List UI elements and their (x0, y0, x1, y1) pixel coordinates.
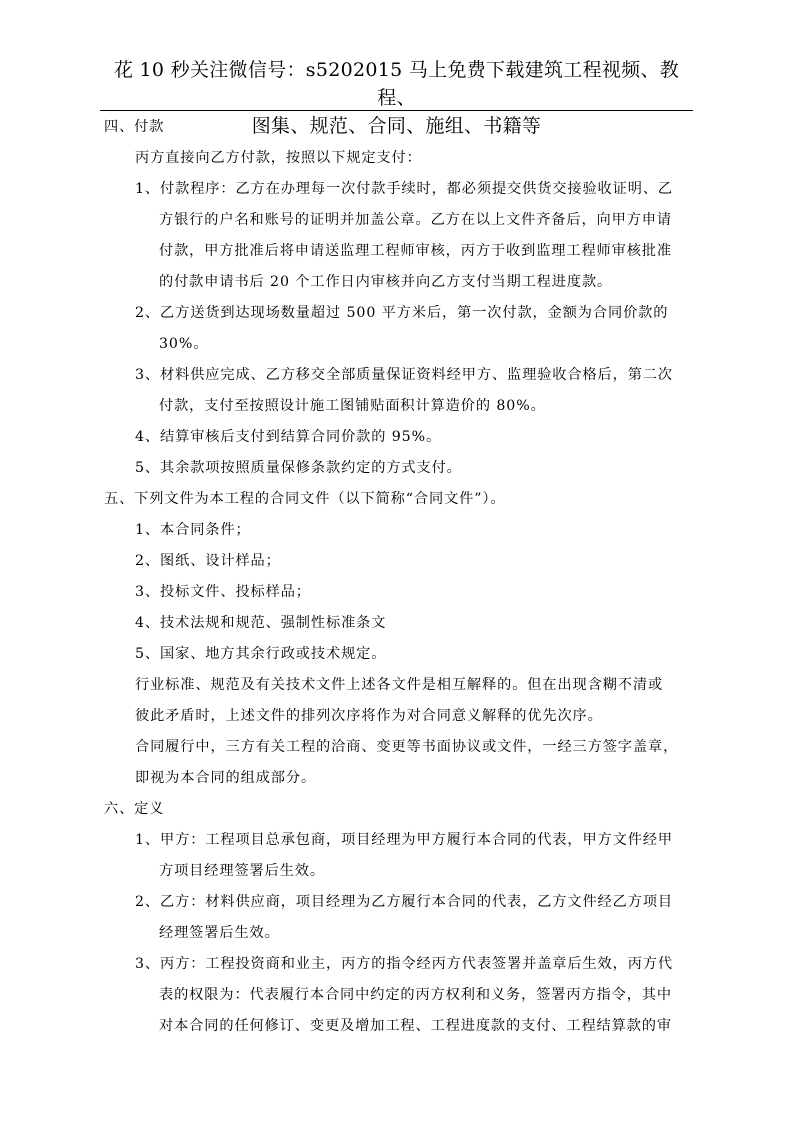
header-line-2: 图集、规范、合同、施组、书籍等 (251, 115, 542, 137)
header-divider (100, 110, 693, 111)
text-line: 合同履行中，三方有关工程的洽商、变更等书面协议或文件，一经三方签字盖章， (135, 739, 679, 755)
section-heading: 六、定义 (104, 801, 165, 817)
text-line: 1、甲方：工程项目总承包商，项目经理为甲方履行本合同的代表，甲方文件经甲 (135, 832, 673, 848)
text-line: 2、图纸、设计样品； (135, 553, 281, 569)
text-line: 1、本合同条件； (135, 522, 251, 538)
text-line: 5、国家、地方其余行政或技术规定。 (135, 646, 387, 662)
text-line: 方项目经理签署后生效。 (159, 863, 325, 879)
text-line: 3、投标文件、投标样品； (135, 584, 311, 600)
text-line: 表的权限为：代表履行本合同中约定的丙方权利和义务，签署丙方指令，其中 (159, 987, 672, 1003)
text-line: 行业标准、规范及有关技术文件上述各文件是相互解释的。但在出现含糊不清或 (135, 677, 664, 693)
text-line: 3、材料供应完成、乙方移交全部质量保证资料经甲方、监理验收合格后，第二次 (135, 367, 673, 383)
text-line: 2、乙方：材料供应商，项目经理为乙方履行本合同的代表，乙方文件经乙方项目 (135, 894, 673, 910)
text-line: 方银行的户名和账号的证明并加盖公章。乙方在以上文件齐备后，向甲方申请 (159, 212, 672, 228)
text-line: 丙方直接向乙方付款，按照以下规定支付： (135, 150, 422, 166)
text-line: 彼此矛盾时，上述文件的排列次序将作为对合同意义解释的优先次序。 (135, 708, 603, 724)
text-line: 30%。 (159, 336, 209, 352)
header-line-1: 花 10 秒关注微信号：s5202015 马上免费下载建筑工程视频、教程、 (113, 59, 680, 109)
text-line: 3、丙方：工程投资商和业主，丙方的指令经丙方代表签署并盖章后生效，丙方代 (135, 956, 673, 972)
text-line: 经理签署后生效。 (159, 925, 280, 941)
text-line: 付款，甲方批准后将申请送监理工程师审核，丙方于收到监理工程师审核批准 (159, 243, 672, 259)
text-line: 即视为本合同的组成部分。 (135, 770, 317, 786)
text-line: 4、结算审核后支付到结算合同价款的 95%。 (135, 429, 442, 445)
section-heading: 四、付款 (104, 119, 165, 135)
text-line: 2、乙方送货到达现场数量超过 500 平方米后，第一次付款，金额为合同价款的 (135, 305, 669, 321)
text-line: 付款，支付至按照设计施工图铺贴面积计算造价的 80%。 (159, 398, 546, 414)
section-heading: 五、下列文件为本工程的合同文件（以下简称“合同文件”）。 (104, 491, 506, 507)
text-line: 1、付款程序：乙方在办理每一次付款手续时，都必须提交供货交接验收证明、乙 (135, 181, 673, 197)
text-line: 对本合同的任何修订、变更及增加工程、工程进度款的支付、工程结算款的审 (159, 1018, 672, 1034)
text-line: 5、其余款项按照质量保修条款约定的方式支付。 (135, 460, 462, 476)
text-line: 4、技术法规和规范、强制性标准条文 (135, 615, 387, 631)
document-body (100, 112, 694, 1042)
text-line: 的付款申请书后 20 个工作日内审核并向乙方支付当期工程进度款。 (159, 274, 613, 290)
